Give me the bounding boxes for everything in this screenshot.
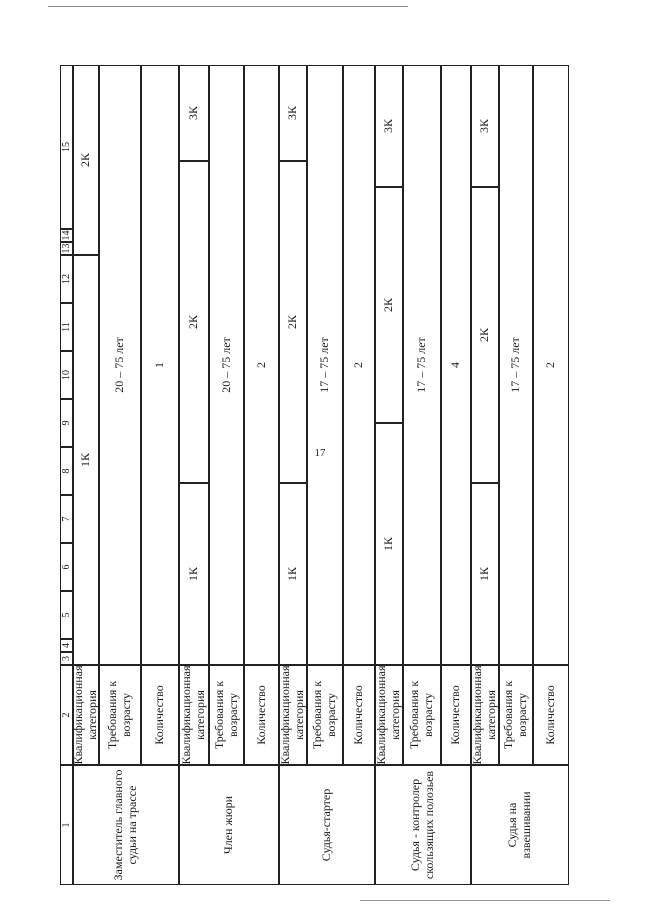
qualification-value: 1К [73, 255, 99, 665]
age-value: 17 – 75 лет [499, 65, 533, 665]
count-value: 4 [441, 65, 471, 665]
qualification-value: 1К [375, 423, 403, 665]
age-label: Требования к возрасту [307, 665, 343, 765]
col-header-9: 9 [60, 399, 73, 447]
qualification-value: 3К [279, 65, 307, 161]
qualification-value: 2К [179, 161, 209, 483]
count-value: 2 [533, 65, 569, 665]
count-label: Количество [343, 665, 375, 765]
count-value: 1 [141, 65, 179, 665]
qualification-value: 3К [179, 65, 209, 161]
age-label: Требования к возрасту [209, 665, 244, 765]
count-value: 2 [343, 65, 375, 665]
count-label: Количество [533, 665, 569, 765]
count-label: Количество [244, 665, 279, 765]
col-header-2: 2 [60, 665, 73, 765]
group-title: Судья на взвешивании [471, 765, 569, 885]
qualification-label: Квалификационная категория [179, 665, 207, 765]
age-value: 17 – 75 лет [307, 65, 343, 665]
group-title: Заместитель главного судьи на трассе [73, 765, 179, 885]
count-value: 2 [244, 65, 279, 665]
age-label: Требования к возрасту [99, 665, 141, 765]
qualification-value: 3К [375, 65, 403, 187]
group-title: Судья - контролер скользящих полозьев [375, 765, 471, 885]
group-title: Судья-стартер [279, 765, 375, 885]
referee-requirements-table [60, 65, 670, 885]
qualification-value: 1К [179, 483, 209, 665]
qualification-value: 1К [279, 483, 307, 665]
page-number: 17 [314, 447, 326, 459]
col-header-7: 7 [60, 495, 73, 543]
col-header-1: 1 [60, 765, 73, 885]
col-header-11: 11 [60, 303, 73, 351]
qualification-value: 1К [471, 483, 499, 665]
qualification-label: Квалификационная категория [278, 665, 306, 765]
col-header-3: 3 [60, 652, 73, 665]
qualification-value: 2К [471, 187, 499, 483]
age-value: 20 – 75 лет [99, 65, 141, 665]
col-header-6: 6 [60, 543, 73, 591]
col-header-14: 14 [60, 230, 72, 241]
age-label: Требования к возрасту [403, 665, 441, 765]
qualification-value: 2К [279, 161, 307, 483]
col-header-4: 4 [60, 639, 73, 652]
count-label: Количество [441, 665, 471, 765]
age-label: Требования к возрасту [499, 665, 533, 765]
count-label: Количество [141, 665, 179, 765]
qualification-label: Квалификационная категория [470, 665, 498, 765]
group-title: Член жюри [179, 765, 279, 885]
col-header-13: 13 [60, 243, 72, 254]
col-header-15: 15 [60, 65, 73, 229]
col-header-5: 5 [60, 591, 73, 639]
age-value: 20 – 75 лет [209, 65, 244, 665]
age-value: 17 – 75 лет [403, 65, 441, 665]
col-header-12: 12 [60, 255, 73, 303]
qualification-value: 2К [375, 187, 403, 423]
col-header-10: 10 [60, 351, 73, 399]
qualification-value: 3К [471, 65, 499, 187]
qualification-label: Квалификационная категория [71, 665, 99, 765]
bottom-rule [360, 900, 610, 901]
top-rule [48, 6, 408, 7]
col-header-8: 8 [60, 447, 73, 495]
qualification-value: 2К [73, 65, 99, 255]
qualification-label: Квалификационная категория [374, 665, 402, 765]
